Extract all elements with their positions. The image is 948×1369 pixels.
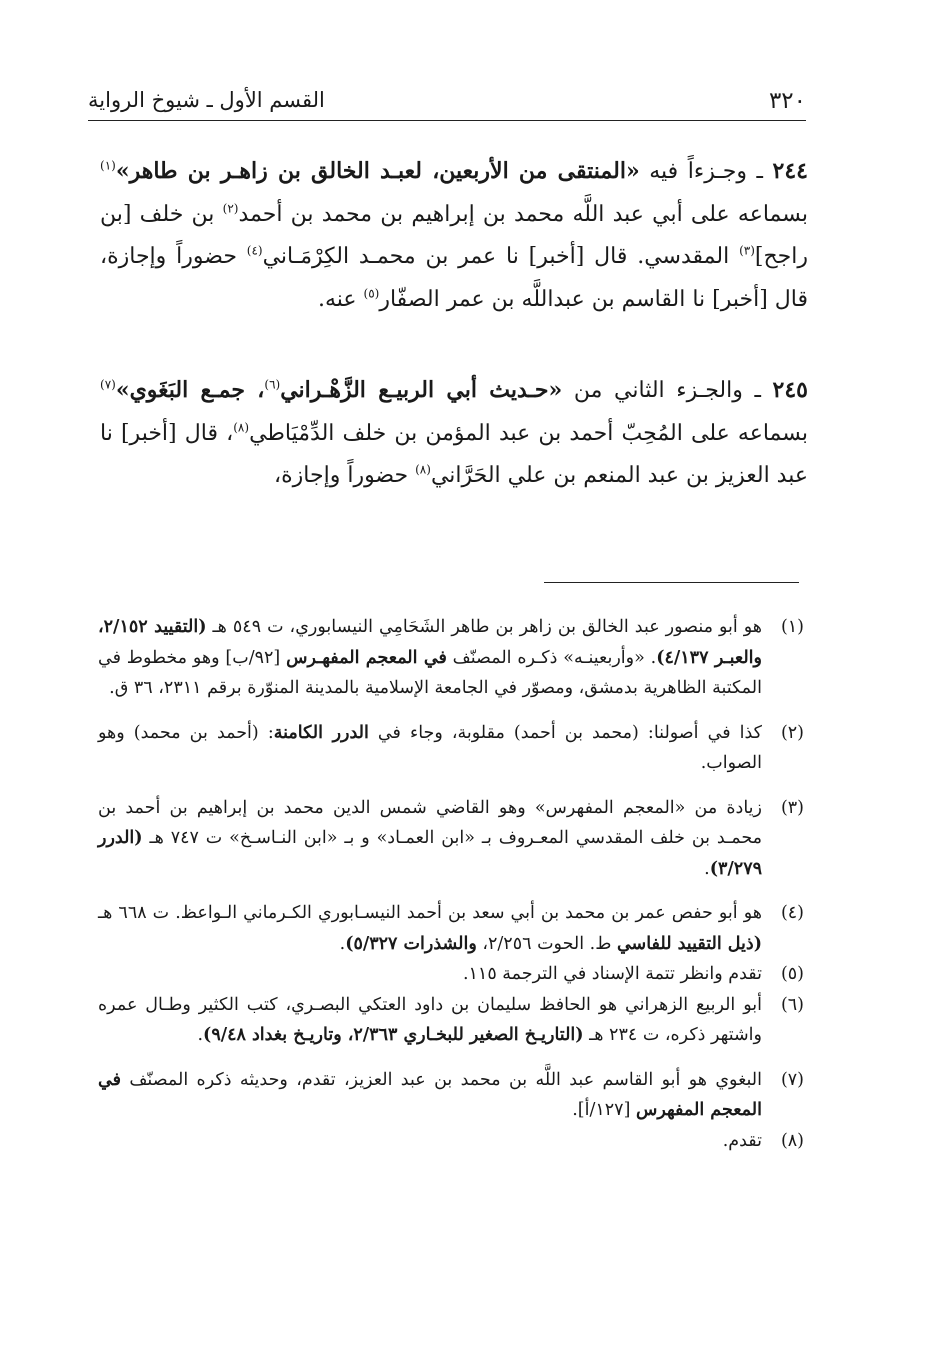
footnote-7 [98, 1065, 804, 1126]
footnote-number: (٣) [780, 797, 804, 818]
footnote-ref: (٤) [246, 243, 263, 258]
footnote-2 [98, 718, 804, 779]
footnote-text: : (أحمد بن محمد) وهو الصواب. [98, 722, 762, 773]
main-text [100, 150, 808, 498]
entry-number: ٢٤٤ [772, 158, 808, 184]
footnote-source: الدرر الكامنة [273, 722, 369, 743]
footnote-source: (ذيل التقييد للفاسي [616, 933, 762, 954]
footnote-text: تقدم وانظر تتمة الإسناد في الترجمة ١١٥. [462, 964, 762, 984]
entry-text: ، قال [أخبر] نا عبد العزيز بن عبد المنعم بن علي الحَرَّاني [100, 420, 808, 488]
footnote-3 [98, 793, 804, 885]
footnote-number: (٢) [780, 722, 804, 743]
entry-intro: ـ وجـزءاً فيه [639, 159, 773, 184]
entry-title-cont: ، جمـع البَغَوي» [115, 377, 265, 403]
footnotes [98, 612, 804, 1156]
entry-title: «حـديث أبي الربيـع الزَّهْـراني [280, 377, 563, 403]
footnote-ref: (٣) [739, 243, 755, 258]
entry-text: بسماعه على أبي عبد اللَّه محمد بن إبراهيم بن محمد بن أحمد [238, 201, 808, 227]
footnote-text: البغوي هو أبو القاسم عبد اللَّه بن محمد بن عبد العزيز، تقدم، وحديثه ذكره المصنّف [120, 1069, 762, 1090]
footnote-number: (١) [780, 617, 804, 637]
footnote-ref: (٢) [222, 201, 239, 216]
entry-text: المقدسي. قال [أخبر] نا عمر بن محمـد الكِرْمَـاني [262, 244, 740, 269]
footnote-source: (التقييد ٢/١٥٢، والعبـر ٤/١٣٧) [98, 617, 762, 668]
footnote-text: كذا في أصولنا: (محمد بن أحمد) مقلوبة، وجاء في [368, 722, 763, 743]
footnote-4 [98, 898, 804, 959]
footnote-number: (٨) [780, 1130, 804, 1151]
footnote-text: [٩٢/ب] وهو مخطوط في المكتبة الظاهرية بدمشق، ومصوّر في الجامعة الإسلامية بالمدينة المنوّرة برقم ٢٣١١، ٣٦ ق. [98, 647, 762, 698]
entry-text: حضوراً وإجازة، قال [أخبر] نا القاسم بن عبداللَّه بن عمر الصفّار [100, 244, 808, 312]
entry-text: عنه. [317, 286, 364, 312]
footnote-8 [98, 1126, 804, 1157]
entry-title: «المنتقى من الأربعين، لعبـد الخالق بن زاهـر بن طاهر» [115, 158, 640, 184]
entry-245 [100, 369, 808, 498]
footnote-text: . [704, 858, 710, 879]
footnote-6 [98, 990, 804, 1051]
entry-intro: ـ والجـزء الثاني من [562, 378, 773, 403]
footnote-text: . [197, 1025, 204, 1045]
footnote-ref: (٨) [233, 420, 250, 435]
footnote-text: أبو الربيع الزهراني هو الحافظ سليمان بن داود العتكي البصـري، كتب الكثير وطـال عمره واشتهر ذكره، ت ٢٣٤ هـ [98, 994, 762, 1045]
footnote-ref: (٦) [264, 377, 281, 392]
footnote-ref: (٧) [100, 377, 116, 392]
footnote-source: والشذرات ٥/٣٢٧) [345, 933, 477, 954]
page-header [88, 84, 806, 121]
footnote-divider [544, 582, 799, 583]
footnote-source: (التاريـخ الصغير للبخـاري ٢/٣٦٣، وتاريـخ بغداد ٩/٤٨) [203, 1025, 584, 1045]
footnote-ref: (١) [100, 158, 116, 173]
entry-number: ٢٤٥ [772, 377, 808, 403]
footnote-text: زيادة من «المعجم المفهرس» وهو القاضي شمس الدين محمد بن إبراهيم بن أحمد بن محمـد بن خلف المقدسي المعـروف بـ «ابن العمـاد» و بـ «ابن النـاسـخ» ت ٧٤٧ هـ [98, 797, 762, 848]
footnote-source: (الدرر ٣/٢٧٩) [98, 828, 762, 879]
footnote-text: ط. الحوت ٢/٢٥٦، [476, 933, 617, 954]
footnote-text: تقدم. [722, 1130, 762, 1151]
entry-text: بسماعه على المُحِبّ أحمد بن عبد المؤمن بن خلف الدِّمْيَاطي [249, 420, 809, 446]
footnote-text: . «وأربعينـه» ذكـره المصنّف [446, 647, 657, 668]
footnote-text: [١٢٧/أ]. [572, 1100, 636, 1120]
footnote-source: في المعجم المفهرس [98, 1069, 762, 1120]
footnote-number: (٥) [780, 964, 804, 984]
footnote-source: في المعجم المفهـرس [286, 647, 447, 668]
footnote-text: هو أبو منصور عبد الخالق بن زاهر بن طاهر الشَحَامِي النيسابوري، ت ٥٤٩ هـ [206, 617, 763, 637]
footnote-5 [98, 959, 804, 990]
footnote-number: (٦) [780, 994, 804, 1015]
footnote-text: . [339, 933, 346, 954]
entry-text: بن خلف [بن راجح] [100, 201, 809, 269]
footnote-1 [98, 612, 804, 704]
page-number: ٣٢٠ [768, 88, 806, 114]
footnote-text: هو أبو حفص عمر بن محمد بن أبي سعد بن أحمد النيسـابوري الكـرماني الـواعظ. ت ٦٦٨ هـ [98, 903, 762, 923]
running-title: القسم الأول ـ شيوخ الرواية [88, 88, 325, 112]
entry-text: حضوراً وإجازة، [274, 463, 416, 488]
footnote-ref: (٨) [415, 462, 431, 477]
entry-244 [100, 150, 808, 321]
footnote-ref: (٥) [363, 286, 380, 301]
footnote-number: (٧) [780, 1069, 804, 1090]
footnote-number: (٤) [780, 903, 804, 923]
